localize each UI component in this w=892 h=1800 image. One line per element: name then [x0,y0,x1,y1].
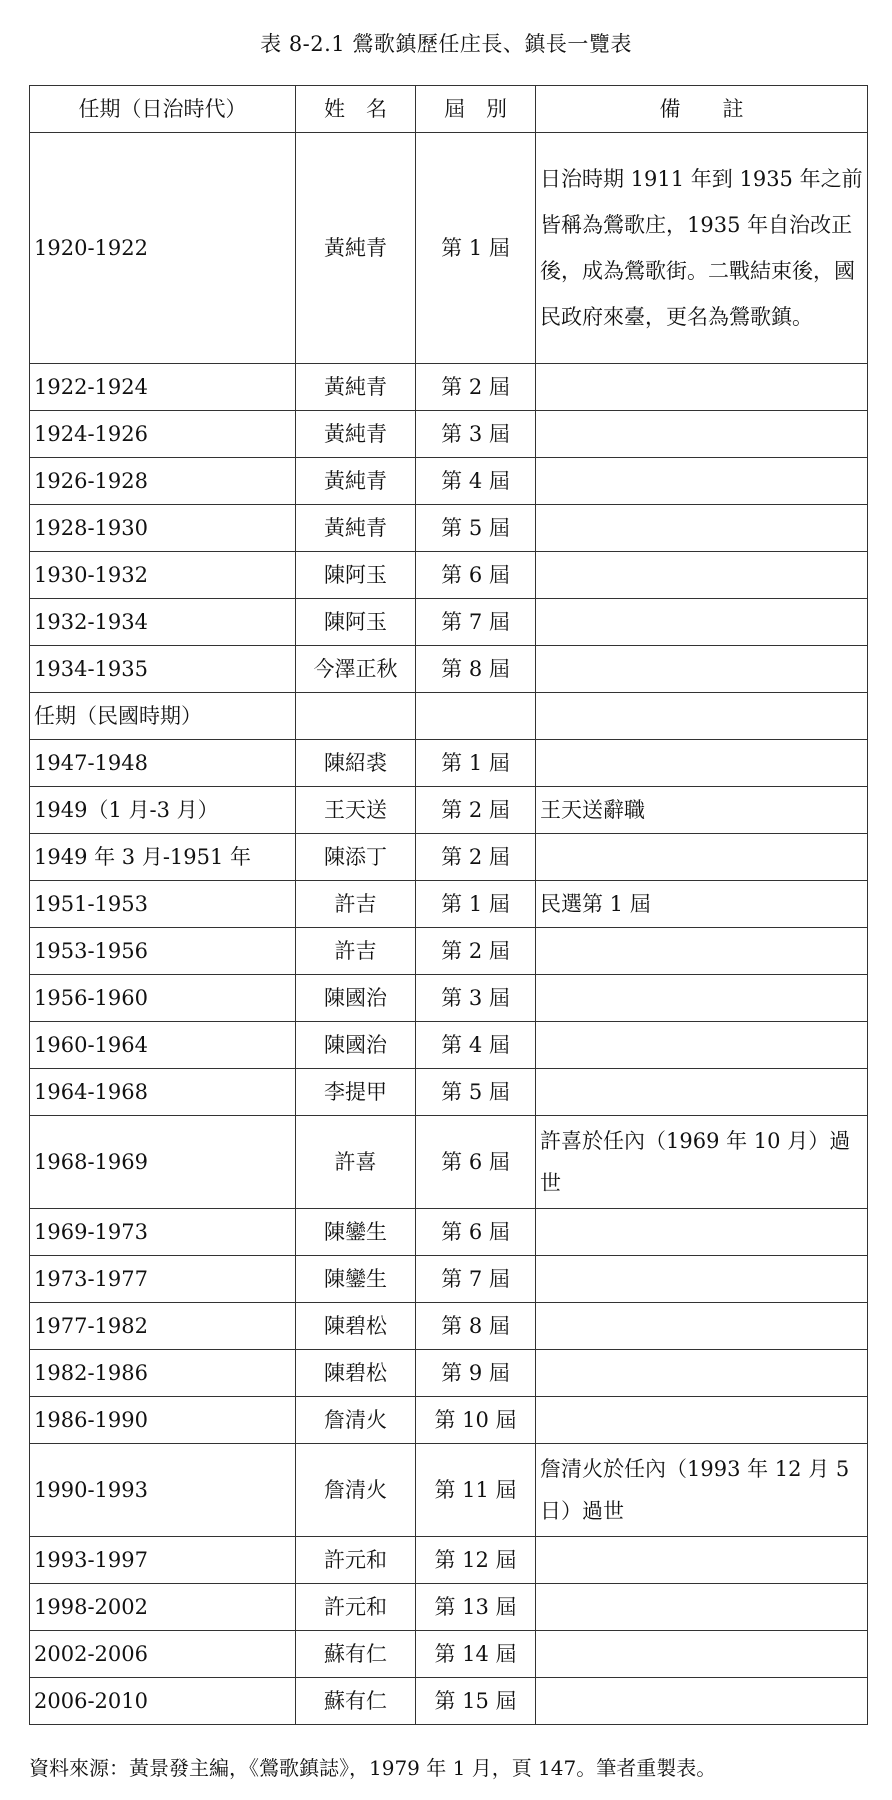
cell-period: 1953-1956 [30,928,296,975]
cell-name: 詹清火 [296,1397,416,1444]
cell-name: 陳鑾生 [296,1209,416,1256]
table-row [30,133,868,364]
table-row [30,881,868,928]
cell-note [536,740,868,787]
cell-name: 陳碧松 [296,1303,416,1350]
cell-period: 1924-1926 [30,411,296,458]
cell-name [296,693,416,740]
cell-name: 陳國治 [296,1022,416,1069]
cell-note [536,1350,868,1397]
cell-term: 第 7 屆 [416,599,536,646]
cell-term: 第 4 屆 [416,1022,536,1069]
cell-term: 第 11 屆 [416,1444,536,1537]
cell-term: 第 1 屆 [416,133,536,364]
cell-period: 1956-1960 [30,975,296,1022]
cell-period: 1969-1973 [30,1209,296,1256]
cell-note [536,364,868,411]
cell-term: 第 6 屆 [416,552,536,599]
table-row [30,458,868,505]
cell-period: 1922-1924 [30,364,296,411]
table-row [30,1350,868,1397]
cell-name: 陳阿玉 [296,599,416,646]
cell-note [536,1022,868,1069]
table-row [30,1116,868,1209]
table-row [30,505,868,552]
cell-period: 1968-1969 [30,1116,296,1209]
header-note: 備 註 [536,86,868,133]
table-row [30,1256,868,1303]
cell-name: 黃純青 [296,505,416,552]
cell-name: 黃純青 [296,411,416,458]
cell-period: 1993-1997 [30,1537,296,1584]
cell-term: 第 4 屆 [416,458,536,505]
cell-note [536,552,868,599]
cell-name: 詹清火 [296,1444,416,1537]
cell-note [536,928,868,975]
cell-period: 2002-2006 [30,1631,296,1678]
cell-note [536,1069,868,1116]
cell-note [536,975,868,1022]
cell-note [536,1631,868,1678]
cell-name: 許喜 [296,1116,416,1209]
cell-note [536,1584,868,1631]
header-term: 屆 別 [416,86,536,133]
cell-note [536,1537,868,1584]
table-row [30,740,868,787]
cell-name: 陳阿玉 [296,552,416,599]
table-row [30,1069,868,1116]
cell-name: 許元和 [296,1584,416,1631]
table-row [30,1678,868,1725]
cell-term: 第 8 屆 [416,646,536,693]
cell-name: 李提甲 [296,1069,416,1116]
table-row [30,1631,868,1678]
cell-note [536,1256,868,1303]
cell-term: 第 12 屆 [416,1537,536,1584]
cell-period: 1973-1977 [30,1256,296,1303]
cell-note [536,505,868,552]
cell-note [536,1678,868,1725]
table-row [30,364,868,411]
cell-period: 1986-1990 [30,1397,296,1444]
cell-name: 許吉 [296,928,416,975]
cell-term: 第 15 屆 [416,1678,536,1725]
cell-term: 第 5 屆 [416,1069,536,1116]
cell-note [536,458,868,505]
cell-term: 第 5 屆 [416,505,536,552]
cell-note [536,693,868,740]
cell-term: 第 2 屆 [416,364,536,411]
cell-period: 1947-1948 [30,740,296,787]
cell-period: 1964-1968 [30,1069,296,1116]
cell-period: 1926-1928 [30,458,296,505]
cell-period: 1990-1993 [30,1444,296,1537]
cell-term: 第 1 屆 [416,740,536,787]
cell-name: 陳國治 [296,975,416,1022]
cell-term: 第 6 屆 [416,1209,536,1256]
cell-note [536,1209,868,1256]
cell-period: 2006-2010 [30,1678,296,1725]
cell-name: 黃純青 [296,364,416,411]
cell-name: 陳紹裘 [296,740,416,787]
cell-period: 1960-1964 [30,1022,296,1069]
mayor-table [29,85,867,1725]
table-row [30,928,868,975]
table-row [30,975,868,1022]
cell-term: 第 3 屆 [416,411,536,458]
cell-term: 第 14 屆 [416,1631,536,1678]
cell-name: 黃純青 [296,458,416,505]
cell-name: 黃純青 [296,133,416,364]
cell-note [536,411,868,458]
table-row [30,411,868,458]
cell-name: 許元和 [296,1537,416,1584]
table-row [30,1444,868,1537]
cell-term: 第 9 屆 [416,1350,536,1397]
cell-term: 第 3 屆 [416,975,536,1022]
cell-name: 陳鑾生 [296,1256,416,1303]
cell-term: 第 7 屆 [416,1256,536,1303]
cell-name: 陳添丁 [296,834,416,881]
cell-period: 1977-1982 [30,1303,296,1350]
cell-term: 第 1 屆 [416,881,536,928]
cell-period: 1934-1935 [30,646,296,693]
cell-name: 陳碧松 [296,1350,416,1397]
cell-note [536,1303,868,1350]
cell-period: 1951-1953 [30,881,296,928]
cell-name: 蘇有仁 [296,1678,416,1725]
table-row [30,1022,868,1069]
cell-period: 1949（1 月-3 月） [30,787,296,834]
cell-period: 1930-1932 [30,552,296,599]
table-row [30,552,868,599]
cell-name: 王天送 [296,787,416,834]
cell-term: 第 10 屆 [416,1397,536,1444]
cell-period: 1998-2002 [30,1584,296,1631]
table-row [30,1209,868,1256]
header-row [30,86,868,133]
cell-name: 許吉 [296,881,416,928]
cell-name: 今澤正秋 [296,646,416,693]
cell-note [536,1397,868,1444]
cell-term: 第 2 屆 [416,834,536,881]
table-row [30,599,868,646]
cell-note: 許喜於任內（1969 年 10 月）過世 [536,1116,868,1209]
cell-name: 蘇有仁 [296,1631,416,1678]
table-row [30,834,868,881]
table-row [30,1537,868,1584]
cell-term: 第 13 屆 [416,1584,536,1631]
cell-note: 王天送辭職 [536,787,868,834]
cell-period: 1928-1930 [30,505,296,552]
table-row [30,1303,868,1350]
cell-note [536,599,868,646]
header-name: 姓 名 [296,86,416,133]
table-row [30,787,868,834]
cell-period: 1920-1922 [30,133,296,364]
table-row [30,1397,868,1444]
cell-note: 日治時期 1911 年到 1935 年之前皆稱為鶯歌庄，1935 年自治改正後，成為鶯歌街。二戰結束後，國民政府來臺，更名為鶯歌鎮。 [536,133,868,364]
cell-note: 詹清火於任內（1993 年 12 月 5 日）過世 [536,1444,868,1537]
cell-note: 民選第 1 屆 [536,881,868,928]
table-row [30,693,868,740]
source-note: 資料來源：黃景發主編，《鶯歌鎮誌》，1979 年 1 月，頁 147。筆者重製表。 [29,1756,717,1780]
cell-term: 第 2 屆 [416,928,536,975]
table-title: 表 8-2.1 鶯歌鎮歷任庄長、鎮長一覽表 [260,32,632,56]
table-body [30,133,868,1725]
cell-term: 第 8 屆 [416,1303,536,1350]
header-period: 任期（日治時代） [30,86,296,133]
table-row [30,1584,868,1631]
cell-term [416,693,536,740]
cell-period: 1932-1934 [30,599,296,646]
table-row [30,646,868,693]
mayor-table-grid [29,85,868,1725]
cell-note [536,646,868,693]
cell-term: 第 6 屆 [416,1116,536,1209]
cell-note [536,834,868,881]
cell-period: 1949 年 3 月-1951 年 [30,834,296,881]
cell-term: 第 2 屆 [416,787,536,834]
cell-period: 任期（民國時期） [30,693,296,740]
cell-period: 1982-1986 [30,1350,296,1397]
